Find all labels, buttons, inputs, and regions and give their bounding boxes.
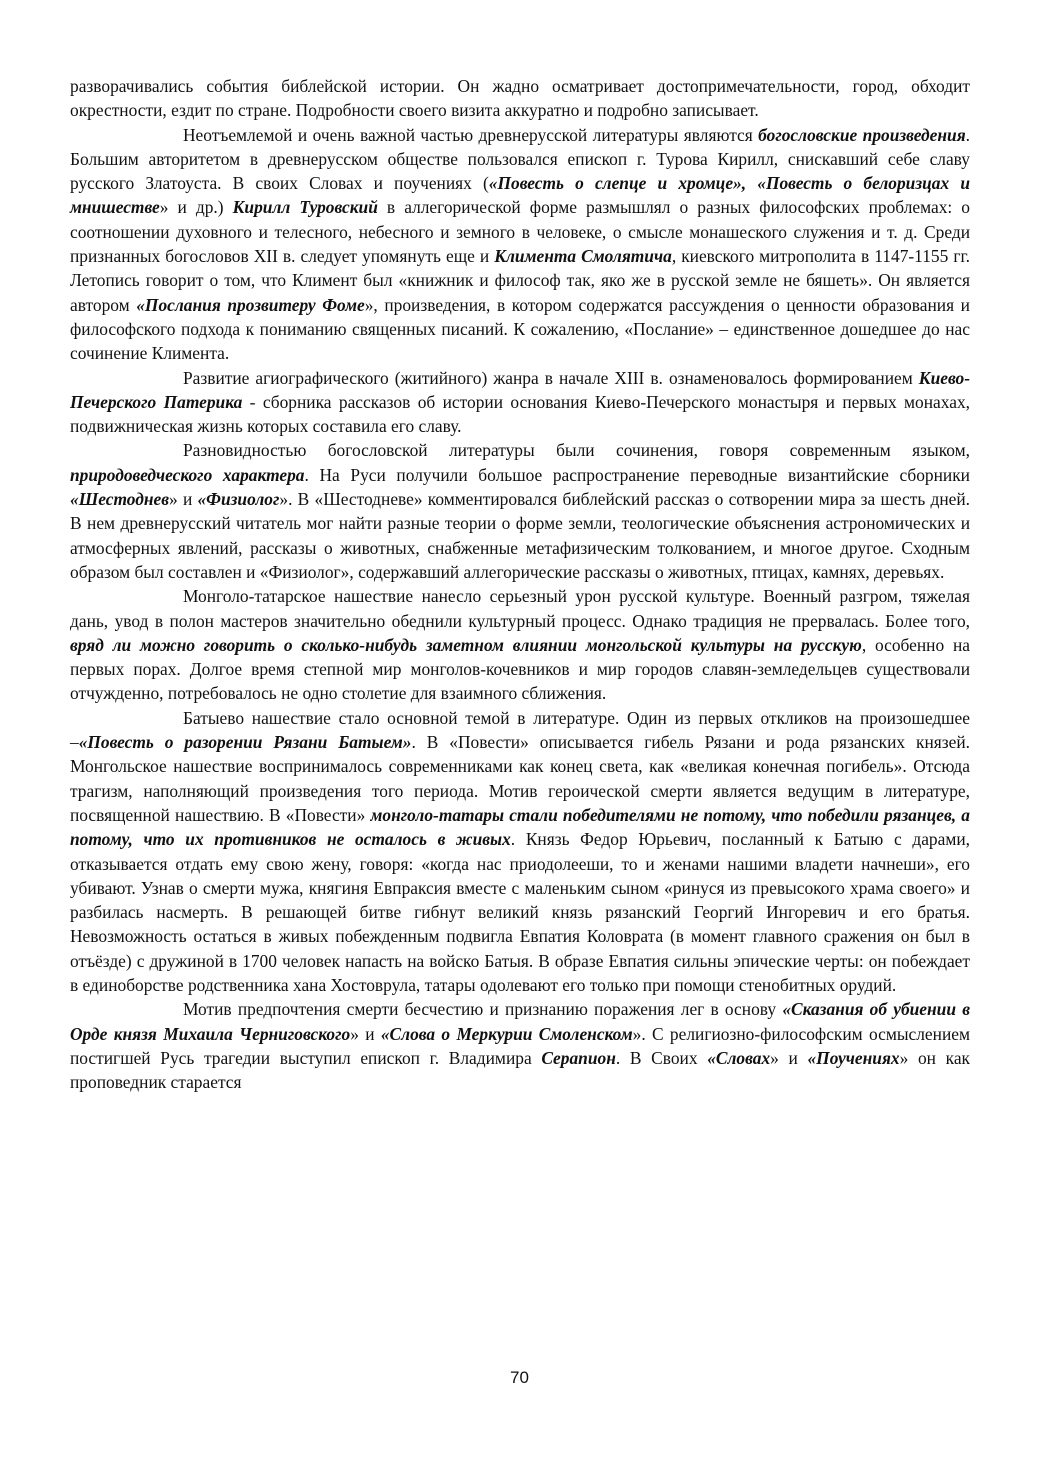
text-run: ». С религиозно-философским осмыслением постигшей Русь трагедии выступил епископ г. Владимира: [70, 1023, 970, 1068]
emphasized-text: «Поучениях: [807, 1047, 900, 1068]
text-run: Неотъемлемой и очень важной частью древнерусской литературы являются: [183, 124, 759, 145]
text-run: » и: [169, 489, 198, 510]
text-run: Батыево нашествие стало основной темой в литературе. Один из первых откликов на произошедшее –: [70, 707, 970, 753]
emphasized-text: «Сказания об убиении в Орде князя Михаила Черниговского: [70, 999, 971, 1044]
paragraph: [70, 997, 970, 1094]
page-number: 70: [510, 1368, 529, 1387]
emphasized-text: «Слова о Меркурии Смоленском: [380, 1023, 633, 1044]
text-run: » он как проповедник старается: [70, 1047, 970, 1093]
emphasized-text: природоведческого характера: [70, 464, 305, 485]
emphasized-text: «Физиолог: [197, 489, 280, 510]
text-run: Монголо-татарское нашествие нанесло серьезный урон русской культуре. Военный разгром, тяжелая дань, увод в полон мастеров значительно обеднили культурный процесс. Однако традиция не прервалась. Более того,: [70, 586, 970, 631]
emphasized-text: Киево-Печерского Патерика: [70, 367, 970, 412]
emphasized-text: монголо-татары стали победителями не потому, что победили рязанцев, а потому, что их противников не осталось в живых: [70, 804, 970, 850]
paragraph: [70, 74, 970, 123]
text-run: . Большим авторитетом в древнерусском обществе пользовался епископ г. Турова Кирилл, снискавший себе славу русского Златоуста. В своих Словах и поучениях (: [70, 124, 971, 194]
paragraph: [70, 123, 970, 366]
text-run: . На Руси получили большое распространение переводные византийские сборники: [304, 464, 970, 485]
emphasized-text: Кирилл Туровский: [232, 197, 378, 218]
emphasized-text: «Словах: [707, 1047, 771, 1068]
emphasized-text: Климента Смолятича: [494, 246, 672, 267]
emphasized-text: «Послания прозвитеру Фоме: [136, 294, 365, 315]
emphasized-text: «Шестоднев: [70, 489, 170, 510]
text-run: » и др.): [159, 197, 233, 218]
page-body: [70, 74, 970, 1094]
text-run: , киевского митрополита в 1147-1155 гг. Летопись говорит о том, что Климент был «книжник и философ так, яко же в русской земле не бяшеть». Он является автором: [70, 246, 971, 315]
text-run: », произведения, в котором содержатся рассуждения о ценности образования и философского подхода к пониманию священных писаний. К сожалению, «Послание» – единственное дошедшее до нас сочинение Климента.: [70, 294, 970, 364]
text-run: , особенно на первых порах. Долгое время степной мир монголов-кочевников и мир городов славян-земледельцев существовали отчужденно, потребовалось не одно столетие для взаимного сближения.: [70, 634, 971, 704]
text-run: Мотив предпочтения смерти бесчестию и признанию поражения лег в основу: [183, 999, 783, 1020]
text-run: . В «Повести» описывается гибель Рязани и рода рязанских князей. Монгольское нашествие воспринималось современниками как конец света, как «великая конечная погибель». Отсюда трагизм, наполняющий произведения того периода. Мотив героической смерти является ведущим в литературе, посвященной нашествию. В «Повести»: [70, 732, 971, 825]
text-run: Разновидностью богословской литературы были сочинения, говоря современным языком,: [183, 440, 970, 461]
emphasized-text: вряд ли можно говорить о сколько-нибудь заметном влиянии монгольской культуры на русскую: [70, 634, 862, 655]
text-run: - сборника рассказов об истории основания Киево-Печерского монастыря и первых монахах, подвижническая жизнь которых составила его славу.: [70, 391, 970, 437]
paragraph: [70, 584, 970, 705]
emphasized-text: Серапион: [541, 1047, 616, 1068]
text-run: » и: [350, 1023, 381, 1044]
text-run: разворачивались события библейской истории. Он жадно осматривает достопримечательности, город, обходит окрестности, ездит по стране. Подробности своего визита аккуратно и подробно записывает.: [70, 76, 970, 121]
paragraph: [70, 438, 970, 584]
text-run: . В Своих: [615, 1047, 708, 1068]
paragraph: [70, 366, 970, 439]
emphasized-text: богословские произведения: [758, 124, 966, 145]
emphasized-text: «Повесть о слепце и хромце», «Повесть о белоризцах и мнишестве: [70, 173, 971, 218]
text-run: » и: [770, 1047, 808, 1068]
emphasized-text: «Повесть о разорении Рязани Батыем»: [78, 732, 412, 753]
text-run: . Князь Федор Юрьевич, посланный к Батыю с дарами, отказывается отдать ему свою жену, говоря: «когда нас приодолееши, то и женами нашими владети начнеши», его убивают. Узнав о смерти мужа, княгиня Евпраксия вместе с маленьким сыном «ринуся из превысокого храма своего» и разбилась насмерть. В решающей битве гибнут великий князь рязанский Георгий Ингоревич и его братья. Невозможность остаться в живых побежденным подвигла Евпатия Коловрата (в момент главного сражения он был в отъёзде) с дружиной в 1700 человек напасть на войско Батыя. В образе Евпатия сильны эпические черты: он побеждает в единоборстве родственника хана Хостоврула, татары одолевают его только при помощи стенобитных орудий.: [70, 829, 970, 995]
text-run: Развитие агиографического (житийного) жанра в начале XIII в. ознаменовалось формированием: [183, 367, 919, 388]
text-run: ». В «Шестодневе» комментировался библейский рассказ о сотворении мира за шесть дней. В нем древнерусский читатель мог найти разные теории о форме земли, теологические объяснения астрономических и атмосферных явлений, рассказы о животных, снабженные метафизическим толкованием, и многое другое. Сходным образом был составлен и «Физиолог», содержавший аллегорические рассказы о животных, птицах, камнях, деревьях.: [70, 489, 970, 582]
text-run: в аллегорической форме размышлял о разных философских проблемах: о соотношении духовного и телесного, небесного и земного в человеке, о смысле монашеского служения и т. д. Среди признанных богословов XII в. следует упомянуть еще и: [70, 197, 970, 267]
paragraph: [70, 706, 970, 998]
